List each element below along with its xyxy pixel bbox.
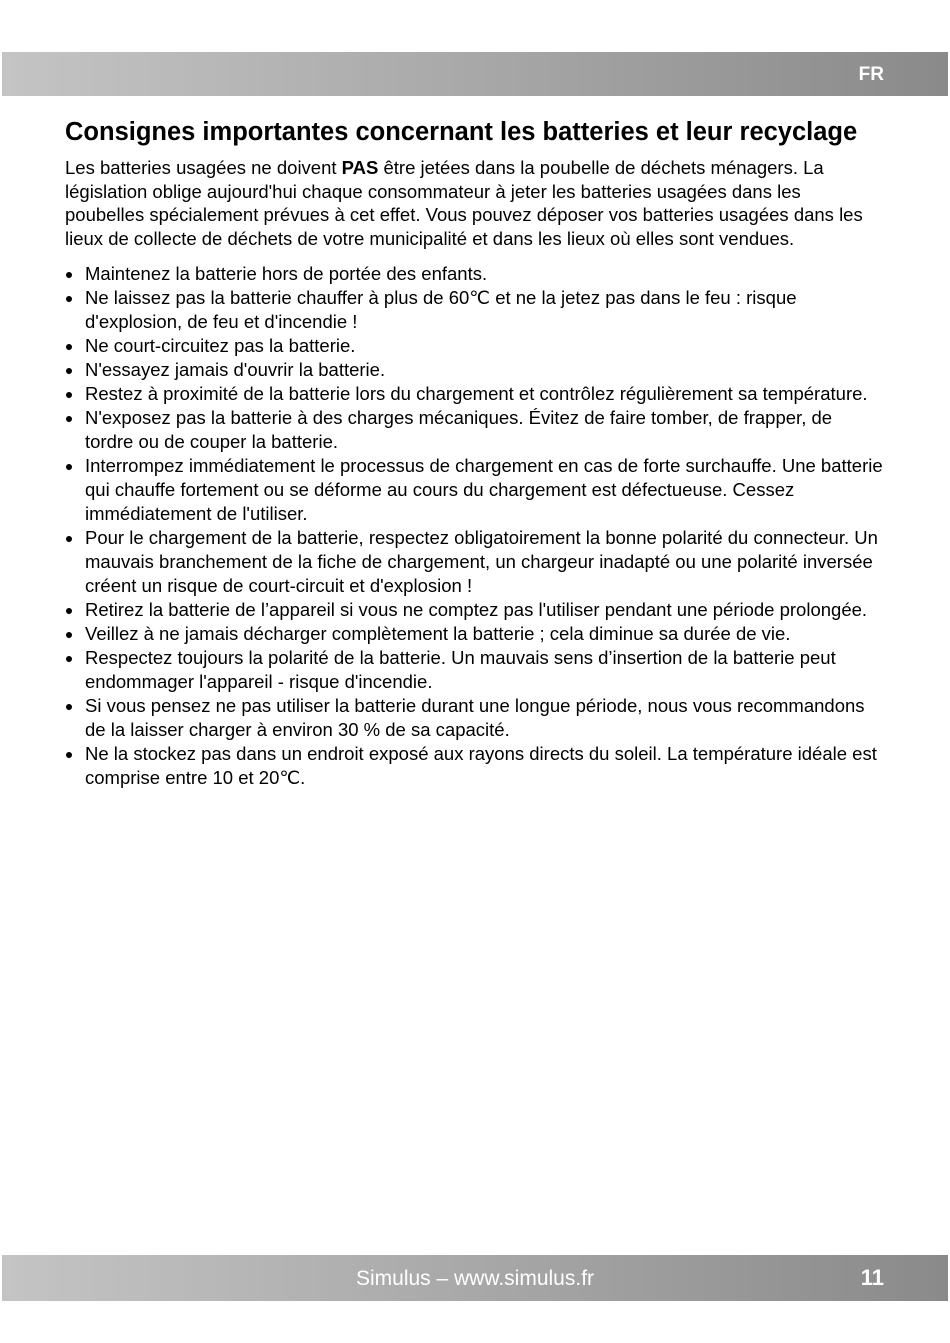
list-item [65, 262, 885, 286]
main-content [65, 116, 885, 790]
list-item-text: N'exposez pas la batterie à des charges mécaniques. Évitez de faire tomber, de frapper, de tordre ou de couper la batterie. [85, 407, 833, 452]
bullet-icon [66, 344, 72, 350]
bullet-icon [66, 296, 72, 302]
list-item [65, 598, 885, 622]
list-item [65, 622, 885, 646]
page-number: 11 [860, 1265, 884, 1290]
footer-website: Simulus – www.simulus.fr [355, 1267, 595, 1290]
list-item-text: Respectez toujours la polarité de la batterie. Un mauvais sens d’insertion de la batterie peut endommager l'appareil - risque d'incendie. [85, 647, 836, 692]
list-item [65, 334, 885, 358]
bullet-icon [66, 464, 72, 470]
bullet-icon [66, 656, 72, 662]
bullet-icon [66, 392, 72, 398]
list-item-text: Maintenez la batterie hors de portée des enfants. [85, 263, 488, 284]
bullet-icon [66, 752, 72, 758]
header-bar [2, 52, 948, 96]
intro-paragraph [65, 156, 885, 250]
list-item [65, 286, 885, 334]
list-item [65, 358, 885, 382]
section-title: Consignes importantes concernant les batteries et leur recyclage [65, 118, 858, 146]
list-item-text: Interrompez immédiatement le processus de chargement en cas de forte surchauffe. Une batterie qui chauffe fortement ou se déforme au cours du chargement est défectueuse. Cessez immédiatement de l'utiliser. [85, 455, 883, 524]
bullet-icon [66, 632, 72, 638]
bullet-icon [66, 272, 72, 278]
list-item [65, 526, 885, 598]
intro-text-start: Les batteries usagées ne doivent [65, 157, 342, 178]
bullet-icon [66, 416, 72, 422]
list-item-text: Pour le chargement de la batterie, respectez obligatoirement la bonne polarité du connecteur. Un mauvais branchement de la fiche de chargement, un chargeur inadapté ou une polarité inversée créent un risque de court-circuit et d'explosion ! [85, 527, 878, 596]
list-item-text: Restez à proximité de la batterie lors du chargement et contrôlez régulièrement sa température. [85, 383, 868, 404]
list-item-text: Ne la stockez pas dans un endroit exposé aux rayons directs du soleil. La température idéale est comprise entre 10 et 20℃. [85, 743, 877, 788]
list-item [65, 694, 885, 742]
list-item-text: Veillez à ne jamais décharger complètement la batterie ; cela diminue sa durée de vie. [85, 623, 791, 644]
safety-instructions-list [65, 262, 885, 790]
intro-emphasis: PAS [341, 157, 379, 178]
bullet-icon [66, 536, 72, 542]
list-item [65, 382, 885, 406]
intro-text-end: être jetées dans la poubelle de déchets ménagers. La législation oblige aujourd'hui chaque consommateur à jeter les batteries usagées dans les poubelles spécialement prévues à cet effet. Vous pouvez déposer vos batteries usagées dans les lieux de collecte de déchets de votre municipalité et dans les lieux où elles sont vendues. [65, 157, 863, 249]
list-item-text: Ne laissez pas la batterie chauffer à plus de 60℃ et ne la jetez pas dans le feu : risque d'explosion, de feu et d'incendie ! [85, 287, 797, 332]
list-item [65, 646, 885, 694]
list-item-text: N'essayez jamais d'ouvrir la batterie. [85, 359, 386, 380]
list-item [65, 406, 885, 454]
bullet-icon [66, 368, 72, 374]
list-item [65, 742, 885, 790]
list-item [65, 454, 885, 526]
bullet-icon [66, 704, 72, 710]
list-item-text: Ne court-circuitez pas la batterie. [85, 335, 356, 356]
list-item-text: Si vous pensez ne pas utiliser la batterie durant une longue période, nous vous recommandons de la laisser charger à environ 30 % de sa capacité. [85, 695, 865, 740]
list-item-text: Retirez la batterie de l’appareil si vous ne comptez pas l'utiliser pendant une période prolongée. [85, 599, 868, 620]
bullet-icon [66, 608, 72, 614]
footer-bar [2, 1255, 948, 1301]
language-code: FR [858, 64, 884, 85]
